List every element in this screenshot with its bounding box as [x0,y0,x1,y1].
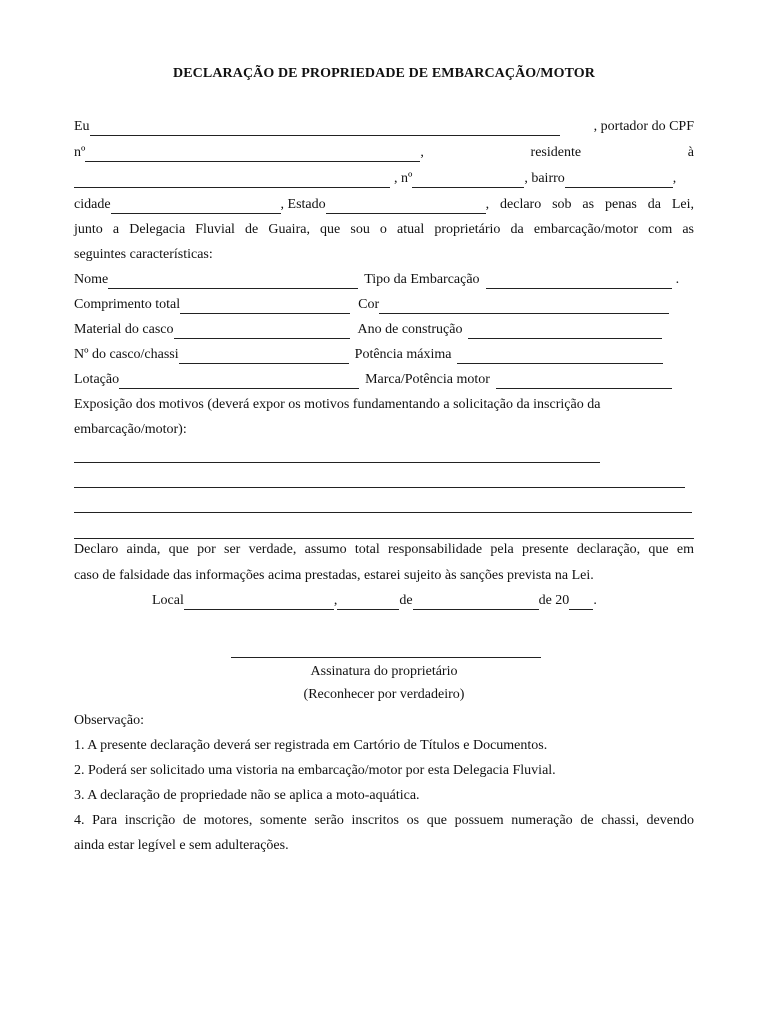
label-ano: Ano de construção [357,322,463,337]
signature-line[interactable] [231,657,541,658]
lotacao-field[interactable] [119,374,359,389]
observacao-item-3: 3. A declaração de propriedade não se aplica a moto-aquática. [74,788,420,803]
year-field[interactable] [569,595,593,610]
marca-field[interactable] [496,374,672,389]
state-field[interactable] [326,199,486,214]
local-end-dot: . [593,593,597,608]
label-declaro-penas: , declaro sob as penas da Lei, [485,197,694,212]
row-comprimento-cor [74,296,694,314]
motivos-rule-3[interactable] [74,512,692,513]
comprimento-field[interactable] [180,299,350,314]
local-comma: , [333,593,338,608]
label-local: Local [152,593,184,608]
label-portador-cpf: , portador do CPF [593,119,694,134]
row-casco-potencia [74,346,694,364]
motivos-rule-1[interactable] [74,462,600,463]
motivos-label-1: Exposição dos motivos (deverá expor os motivos fundamentando a solicitação da inscrição da [74,397,601,412]
label-comprimento: Comprimento total [74,297,181,312]
row-nome-tipo [74,271,694,289]
ano-field[interactable] [468,324,662,339]
label-n-address: , nº [394,171,413,186]
signature-note: (Reconhecer por verdadeiro) [303,687,465,702]
row-lotacao-marca [74,371,694,389]
label-lotacao: Lotação [74,372,120,387]
characteristics-label: seguintes características: [74,247,213,262]
document-title: DECLARAÇÃO DE PROPRIEDADE DE EMBARCAÇÃO/MOTOR [173,66,595,81]
row-material-ano [74,321,694,339]
observacao-item-2: 2. Poderá ser solicitado uma vistoria na embarcação/motor por esta Delegacia Fluvial. [74,763,556,778]
city-field[interactable] [111,199,281,214]
motivos-label-2: embarcação/motor): [74,422,187,437]
observacao-heading: Observação: [74,713,144,728]
owner-name-line [74,118,694,136]
motivos-rule-2[interactable] [74,487,685,488]
declaro-ainda-line-1: Declaro ainda, que por ser verdade, assumo total responsabilidade pela presente declaração, que em [74,542,694,557]
cpf-field[interactable] [85,147,420,162]
label-estado: , Estado [280,197,326,212]
cor-field[interactable] [379,299,669,314]
address-line [74,170,694,188]
tipo-embarcacao-field[interactable] [486,274,672,289]
address-field[interactable] [74,173,390,188]
day-field[interactable] [337,595,399,610]
label-residente: , residente à [420,145,694,160]
label-bairro: , bairro [524,171,565,186]
local-date-line [152,592,632,610]
local-field[interactable] [184,595,334,610]
observacao-item-1: 1. A presente declaração deverá ser registrada em Cartório de Títulos e Documentos. [74,738,548,753]
label-material: Material do casco [74,322,174,337]
label-cor: Cor [358,297,380,312]
observacao-item-4: 4. Para inscrição de motores, somente serão inscritos os que possuem numeração de chassi, devendo [74,813,694,828]
material-field[interactable] [174,324,350,339]
label-cidade: cidade [74,197,111,212]
observacao-item-4-cont: ainda estar legível e sem adulterações. [74,838,289,853]
month-field[interactable] [413,595,539,610]
tipo-end-dot: . [675,272,680,287]
cpf-line [74,144,694,162]
city-line [74,196,694,214]
declaro-ainda-line-2: caso de falsidade das informações acima prestadas, estarei sujeito às sanções prevista na Lei. [74,568,594,583]
label-de-1: de [399,593,413,608]
motivos-rule-4[interactable] [74,538,694,539]
signature-label: Assinatura do proprietário [310,664,458,679]
declaration-text-line: junto a Delegacia Fluvial de Guaira, que sou o atual proprietário da embarcação/motor com as [74,222,694,237]
label-de-20: de 20 [538,593,570,608]
label-nome: Nome [74,272,109,287]
nome-field[interactable] [108,274,358,289]
bairro-field[interactable] [565,173,673,188]
casco-chassi-field[interactable] [179,349,349,364]
label-n-cpf: nº [74,145,86,160]
label-eu: Eu [74,119,90,134]
owner-name-field[interactable] [90,121,560,136]
address-number-field[interactable] [412,173,524,188]
label-potencia: Potência máxima [354,347,452,362]
comma-bairro: , [672,171,677,186]
label-marca: Marca/Potência motor [365,372,490,387]
potencia-field[interactable] [457,349,663,364]
label-tipo-embarcacao: Tipo da Embarcação [364,272,480,287]
label-casco-chassi: Nº do casco/chassi [74,347,179,362]
